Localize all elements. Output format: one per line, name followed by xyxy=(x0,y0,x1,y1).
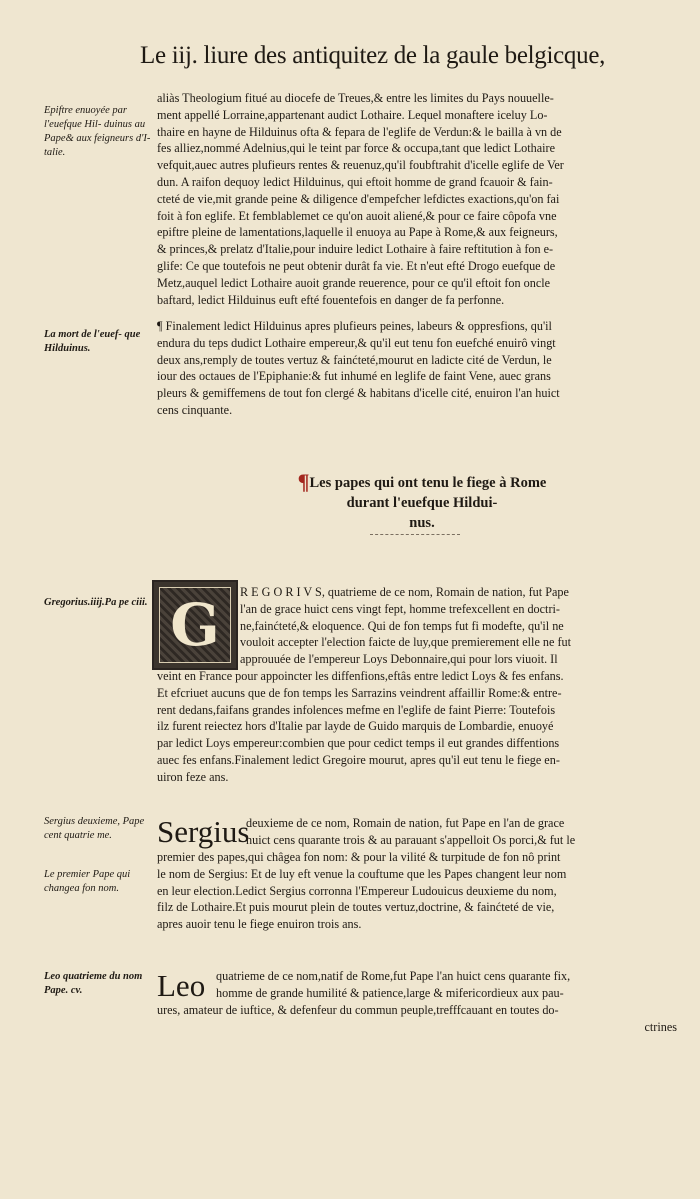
ornamental-dropcap xyxy=(152,580,238,670)
paragraph-sergius-head: deuxieme de ce nom, Romain de nation, fut Pape en l'an de grace huict cens quarante trois & au parauant s'appelloit Os porci,& fut le xyxy=(246,816,576,847)
leo-initial-word: Leo xyxy=(157,968,206,1003)
margin-gloss-epistle: Epiftre enuoyée par l'euefque Hil- duinus au Pape& aux feigneurs d'I- talie. xyxy=(44,105,151,158)
margin-gloss-gregorius: Gregorius.iiij.Pa pe ciii. xyxy=(44,597,148,608)
paragraph-gregorius-head: R E G O R I V S, quatrieme de ce nom, Romain de nation, fut Pape l'an de grace huict cens vingt fept, homme trefexcellent en doctri- ne,fainćteté,& eloquence. Qui de fon temps fut fi modefte, qu'il ne vouloit accepter l'election faicte de luy,que premierement elle ne fut approuuée de l'empereur Loys Debonnaire,qui pour lors viuoit. Il xyxy=(240,585,571,667)
margin-gloss-leo: Leo quatrieme du nom Pape. cv. xyxy=(44,971,143,996)
dropcap-letter: G xyxy=(159,587,231,663)
margin-gloss-first-pope-rename: Le premier Pape qui changea fon nom. xyxy=(44,869,131,894)
margin-gloss-death-hilduinus: La mort de l'euef- que Hilduinus. xyxy=(44,329,141,354)
paragraph-gregorius-body: veint en France pour appoincter les diffenfions,eftâs entre ledict Loys & fes enfans. Et efcriuet aucuns que de fon temps les Sarrazins veindrent affaillir Rome:& entre- rent dedans,faifans grandes infolences mefme en l'eglife de faint Pierre: Toutefois ilz furent reiectez hors d'Italie par layde de Guido marquis de Lombardie, enuoyé par ledict Loys empereur:combien que pour cedict temps il eut grandes diffentions auec fes enfans.Finalement ledict Gregoire mourut, apres qu'il eut tenu le fiege en- uiron feze ans. xyxy=(157,669,564,784)
margin-gloss-sergius: Sergius deuxieme, Pape cent quatrie me. xyxy=(44,816,145,841)
sergius-initial-word: Sergius xyxy=(157,814,250,849)
section-title-line: nus. xyxy=(409,515,435,531)
section-title-line: durant l'euefque Hildui- xyxy=(346,495,498,511)
paragraph-hilduinus-epistle: aliàs Theologium fitué au diocefe de Treues,& entre les limites du Pays nouuelle- ment appellé Lorraine,appartenant audict Lothaire. Lequel monaftere iceluy Lo- thaire en hayne de Hilduinus ofta & fepara de l'eglife de Verdun:& le bailla à vn de fes alliez,nommé Adelnius,qui le teint par force & occupa,tant que ledict Lothaire vefquit,auec autres plufieurs rentes & reuenuz,qu'il foubftrahit d'icelle eglife de Ver dun. A raifon dequoy ledict Hilduinus, qui eftoit homme de grand fcauoir & fain- cteté de vie,mit grande peine & diligence d'empefcher lefdictes exactions,qu'on fai foit à fon eglife. Et femblablemet ce qu'on auoit aliené,& pour ce faire côpofa vne epiftre pleine de lamentations,laquelle il enuoya au Pape à Rome,& aux feigneurs, & princes,& prelatz d'Italie,pour induire ledict Lothaire à faire reftitution à fon e- glife: Ce que toutefois ne peut obtenir durât fa vie. Et n'eut efté Drogo euefque de Metz,auquel ledict Lothaire auoit grande reuerence, pour ce qu'il eftoit fon oncle baftard, ledict Hilduinus euft efté fouentefois en danger de fa perfonne. xyxy=(157,91,564,307)
running-header: Le iij. liure des antiquitez de la gaule belgicque, xyxy=(140,42,606,69)
section-title-line: Les papes qui ont tenu le fiege à Rome xyxy=(309,475,547,491)
paragraph-sergius-body: premier des papes,qui châgea fon nom: & pour la vilité & turpitude de fon nô print le nom de Sergius: Et de luy eft venue la couftume que les Papes changent leur nom en leur election.Ledict Sergius corronna l'Empereur Ludouicus deuxieme du nom, filz de Lothaire.Et puis mourut plein de toutes vertuz,doctrine, & fainćteté de vie, apres auoir tenu le fiege enuiron trois ans. xyxy=(157,850,567,932)
paragraph-leo-body: ures, amateur de iuftice, & defenfeur du commun peuple,trefffcauant en toutes do- ctrines xyxy=(157,1003,677,1034)
section-title xyxy=(262,469,582,533)
section-divider xyxy=(370,534,460,535)
paragraph-leo-head: quatrieme de ce nom,natif de Rome,fut Pape l'an huict cens quarante fix, homme de grande humilité & patience,large & mifericordieux aux pau- xyxy=(216,969,571,1000)
paragraph-hilduinus-death: ¶ Finalement ledict Hilduinus apres plufieurs peines, labeurs & oppresfions, qu'il endura du teps dudict Lothaire empereur,& qu'il eut tenu fon euefché enuirô vingt deux ans,remply de toutes vertuz & fainćteté,mourut en ladicte cité de Verdun, le iour des octaues de l'Epiphanie:& fut inhumé en leglife de faint Vene, auec grans pleurs & gemiffemens de tout fon clergé & habitans d'icelle cité, enuiron l'an huict cens cinquante. xyxy=(157,319,560,417)
pilcrow-icon: ¶ xyxy=(297,469,310,494)
